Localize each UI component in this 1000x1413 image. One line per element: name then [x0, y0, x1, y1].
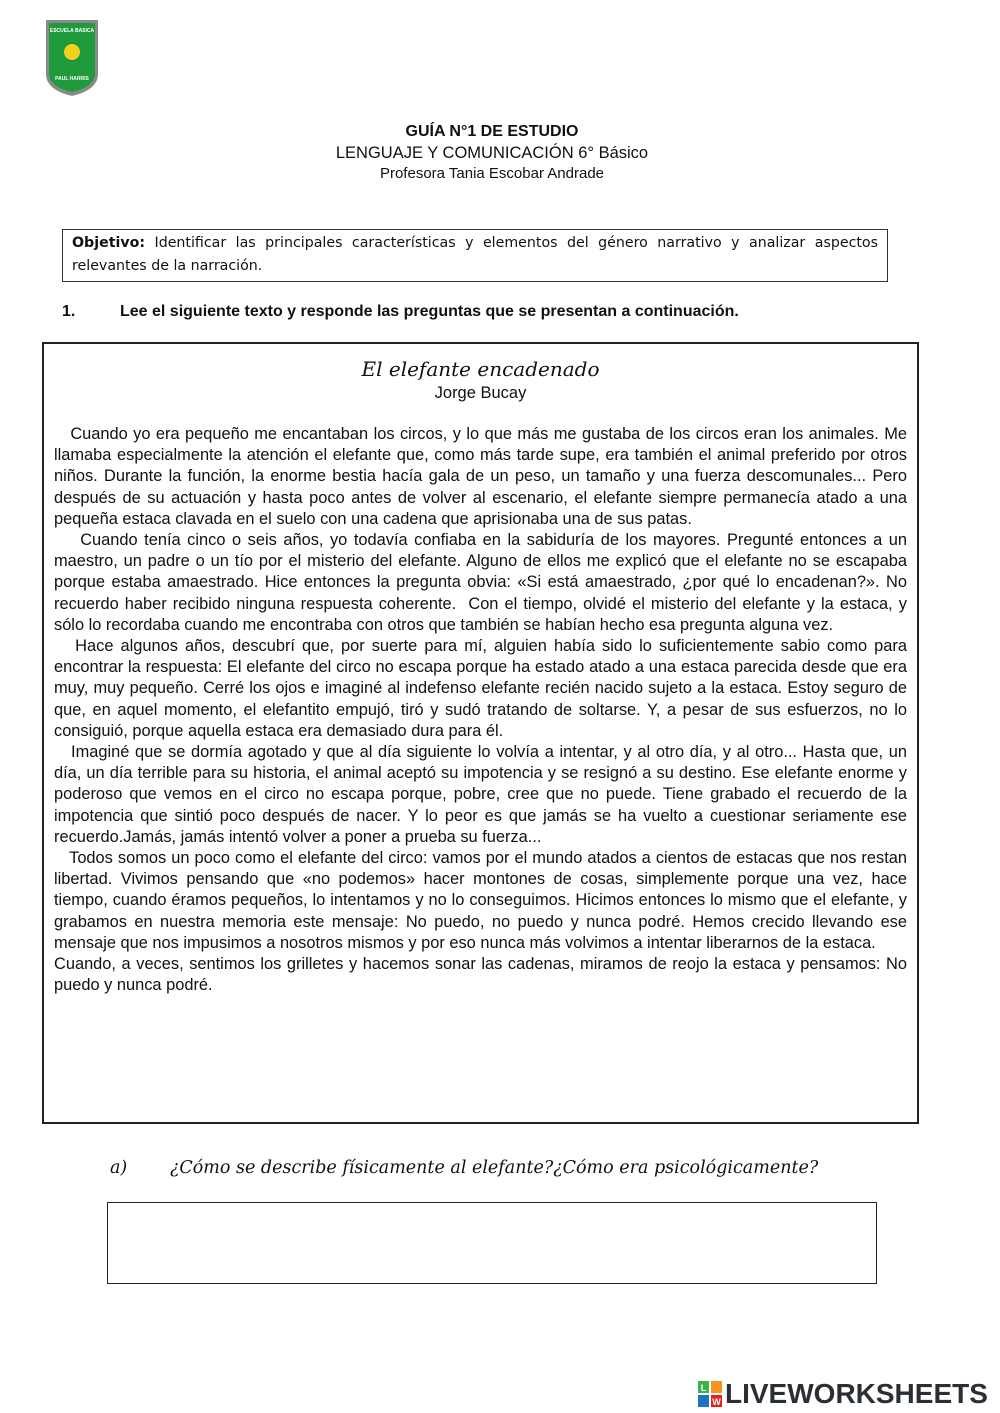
story-paragraph-1: Cuando yo era pequeño me encantaban los circos, y lo que más me gustaba de los circos eran los animales. Me llamaba especialmente la atención el elefante que, como más tarde supe, era también el animal preferido por otros niños. Durante la función, la enorme bestia hacía gala de un peso, un tamaño y una fuerza descomunales... Pero después de su actuación y hasta poco antes de volver al escenario, el elefante siempre permanecía atado a una pequeña estaca clavada en el suelo con una cadena que aprisionaba una de sus patas.: [54, 425, 912, 528]
instruction-number: 1.: [62, 303, 76, 320]
question-a: [110, 1156, 818, 1180]
story-paragraph-2: Cuando tenía cinco o seis años, yo todavía confiaba en la sabiduría de los mayores. Pregunté entonces a un maestro, un padre o un tío por el misterio del elefante. Alguno de ellos me explicó que el elefante no se escapaba porque estaba amaestrado. Hice entonces la pregunta obvia: «Si está amaestrado, ¿por qué lo encadenan?». No recuerdo haber recibido ninguna respuesta coherente. Con el tiempo, olvidé el misterio del elefante y la estaca, y sólo lo recordaba cuando me encontraba con otros que también se habían hecho esa pregunta alguna vez.: [54, 531, 912, 634]
liveworksheets-wordmark: LIVEWORKSHEETS: [725, 1378, 988, 1409]
svg-text:ESCUELA BASICA: ESCUELA BASICA: [49, 28, 95, 34]
instruction-text: Lee el siguiente texto y responde las preguntas que se presentan a continuación.: [120, 303, 739, 320]
story-paragraph-4: Imaginé que se dormía agotado y que al día siguiente lo volvía a intentar, y al otro día, y al otro... Hasta que, un día, un día terrible para su historia, el animal aceptó su impotencia y se resignó a su destino. Ese elefante enorme y poderoso que vemos en el circo no escapa porque, pobre, cree que no puede. Tiene grabado el recuerdo de la impotencia que sintió poco después de nacer. Y lo peor es que jamás se ha vuelto a cuestionar seriamente ese recuerdo.Jamás, jamás intentó volver a poner a prueba su fuerza...: [54, 743, 912, 846]
question-a-letter: a): [110, 1158, 128, 1178]
question-a-text: ¿Cómo se describe físicamente al elefante?¿Cómo era psicológicamente?: [170, 1158, 819, 1178]
guide-title: GUÍA N°1 DE ESTUDIO: [405, 123, 579, 140]
story-box: [42, 342, 919, 1124]
story-title: El elefante encadenado: [361, 357, 600, 381]
objective-text: Identificar las principales características y elementos del género narrativo y analizar aspectos relevantes de la narración.: [72, 235, 878, 274]
school-shield-icon: [44, 18, 100, 98]
document-header: [0, 122, 984, 184]
instruction-1: [62, 302, 942, 322]
teacher-line: Profesora Tania Escobar Andrade: [379, 165, 605, 182]
story-paragraph-3: Hace algunos años, descubrí que, por suerte para mí, alguien había sido lo suficientemente sabio como para encontrar la respuesta: El elefante del circo no escapa porque ha estado atado a una estaca parecida desde que era muy, muy pequeño. Cerré los ojos e imaginé al indefenso elefante recién nacido sujeto a la estaca. Estoy seguro de que, en aquel momento, el elefantito empujó, tiró y sudó tratando de soltarse. Y, a pesar de sus esfuerzos, no lo consiguió, porque aquella estaca era demasiado dura para él.: [54, 637, 912, 740]
objective-label: Objetivo:: [72, 235, 146, 251]
svg-text:W: W: [712, 1397, 721, 1407]
svg-text:PAUL HARRIS: PAUL HARRIS: [55, 76, 89, 82]
story-author: Jorge Bucay: [434, 384, 527, 402]
answer-a-field[interactable]: [107, 1202, 877, 1284]
subject-line: LENGUAJE Y COMUNICACIÓN 6° Básico: [335, 144, 649, 162]
story-paragraph-5: Todos somos un poco como el elefante del circo: vamos por el mundo atados a cientos de estacas que nos restan libertad. Vivimos pensando que «no podemos» hacer montones de cosas, simplemente porque una vez, hace tiempo, cuando éramos pequeños, lo intentamos y no lo conseguimos. Hicimos entonces lo mismo que el elefante, y grabamos en nuestra memoria este mensaje: No puedo, no puedo y nunca podré. Hemos crecido llevando ese mensaje que nos impusimos a nosotros mismos y por eso nunca más volvimos a intentar liberarnos de la estaca.: [54, 849, 912, 952]
objective-box: [62, 229, 888, 282]
svg-text:L: L: [700, 1383, 707, 1393]
liveworksheets-logo: [698, 1378, 988, 1410]
story-paragraph-6: Cuando, a veces, sentimos los grilletes y hacemos sonar las cadenas, miramos de reojo la estaca y pensamos: No puedo y nunca podré.: [54, 955, 912, 995]
school-badge: [44, 18, 100, 98]
liveworksheets-mark-icon: [698, 1381, 722, 1407]
